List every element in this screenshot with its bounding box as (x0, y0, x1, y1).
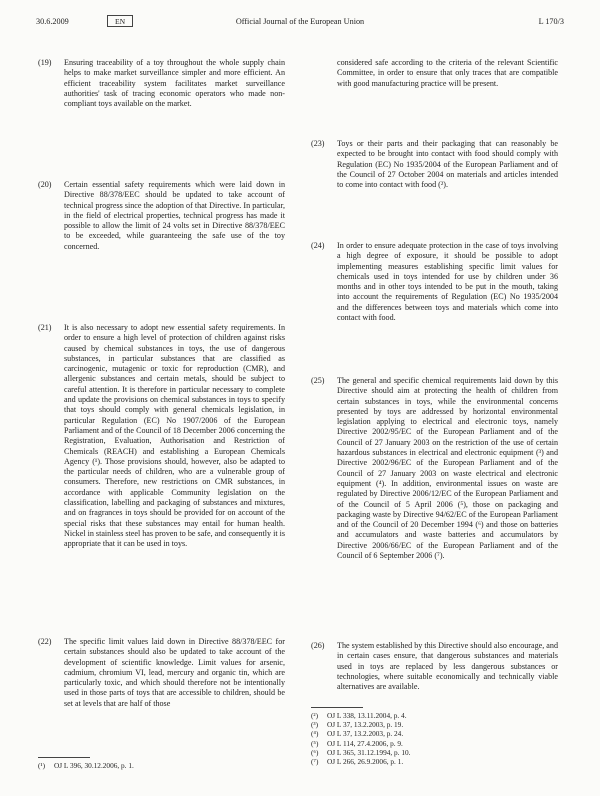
recital-number: (20) (38, 180, 52, 189)
right-column (311, 58, 558, 89)
recital-text: The system established by this Directive should also encourage, and in certain cases ensure, that dangerous substances and materials used in toys are replaced by less dangerous substances or technologies, where suitable economically and technically viable alternatives are available. (337, 641, 558, 692)
footnote-mark: (⁴) (311, 729, 319, 739)
recital-number: (25) (311, 376, 325, 385)
recital-text: In order to ensure adequate protection in the case of toys involving a high degree of exposure, it should be possible to adopt implementing measures establishing specific limit values for chemicals used in toys intended for use by children under 36 months and in other toys intended to be put in the mouth, taking into account the requirements of Regulation (EC) No 1935/2004 and the differences between toys and materials which come into contact with food. (337, 241, 558, 323)
recital-25 (311, 376, 558, 561)
recital-22 (38, 637, 285, 709)
recital-text: It is also necessary to adopt new essential safety requirements. In order to ensure a high level of protection of children against risks caused by chemical substances in toys, the use of dangerous substances, in particular substances that are classified as carcinogenic, mutagenic or toxic for reproduction (CMR), and allergenic substances and certain metals, should be subject to careful attention. It is therefore in particular necessary to complete and update the provisions on chemical substances in toys to specify that toys should comply with general chemicals legislation, in particular Regulation (EC) No 1907/2006 of the European Parliament and of the Council of 18 December 2006 concerning the Registration, Evaluation, Authorisation and Restriction of Chemicals (REACH) and establishing a European Chemicals Agency (¹). Those provisions should, however, also be adapted to the particular needs of children, who are a vulnerable group of consumers. Therefore, new restrictions on CMR substances, in accordance with applicable Community legislation on the classification, labelling and packaging of substances and mixtures, and on fragrances in toys should be provided for on account of the special risks that these substances may entail for human health. Nickel in stainless steel has proven to be safe, and consequently it is appropriate that it can be used in toys. (64, 323, 285, 549)
right-column-block (311, 641, 558, 692)
recital-number: (19) (38, 58, 52, 67)
journal-title: Official Journal of the European Union (235, 17, 365, 26)
footnote-mark: (²) (311, 711, 319, 720)
recital-text: The specific limit values laid down in Directive 88/378/EEC for certain substances should also be updated to take account of the development of scientific knowledge. Limit values for arsenic, cadmium, chromium VI, lead, mercury and organic tin, which are particularly toxic, and which should therefore not be intentionally used in those parts of toys that are accessible to children, should be set at levels that are half of those (64, 637, 285, 708)
footnote-text: OJ L 396, 30.12.2006, p. 1. (54, 761, 134, 770)
left-column-block (38, 180, 285, 252)
recital-number: (21) (38, 323, 52, 332)
language-badge: EN (107, 15, 133, 27)
recital-23 (311, 139, 558, 190)
right-column-block (311, 376, 558, 561)
footnote-divider (38, 757, 90, 758)
recital-text: The general and specific chemical requirements laid down by this Directive should aim at protecting the health of children from certain substances in toys, while the environmental concerns presented by toys are addressed by horizontal environmental legislation applying to electrical and electronic toys, namely Directive 2002/95/EC of the European Parliament and of the Council of 27 January 2003 on the restriction of the use of certain hazardous substances in electrical and electronic equipment (³) and Directive 2002/96/EC of the European Parliament and of the Council of 27 January 2003 on waste electrical and electronic equipment (⁴). In addition, environmental issues on waste are regulated by Directive 2006/12/EC of the European Parliament and of the Council of 5 April 2006 (⁵), those on packaging and packaging waste by Directive 94/62/EC of the European Parliament and of the Council of 20 December 1994 (⁶) and those on batteries and accumulators and waste batteries and accumulators by Directive 2006/66/EC of the European Parliament and of the Council of 6 September 2006 (⁷). (337, 376, 558, 561)
recital-number: (24) (311, 241, 325, 250)
header-date: 30.6.2009 (36, 17, 69, 26)
footnote (311, 748, 558, 757)
footnote-mark: (⁶) (311, 747, 319, 757)
footnote (311, 711, 558, 720)
recital-text: Toys or their parts and their packaging that can reasonably be expected to be brought into contact with food should comply with Regulation (EC) No 1935/2004 of the European Parliament and of the Council of 27 October 2004 on materials and articles intended to come into contact with food (²). (337, 139, 558, 190)
recital-21 (38, 323, 285, 550)
footnote-divider (311, 707, 363, 708)
footnote-mark: (⁵) (311, 738, 319, 748)
recital-number: (26) (311, 641, 325, 650)
footnotes-right (311, 707, 558, 766)
left-column-block (38, 323, 285, 550)
footnote-mark: (³) (311, 720, 319, 730)
footnotes-left (38, 757, 285, 770)
footnote (311, 739, 558, 748)
footnote (311, 729, 558, 738)
footnote-text: OJ L 114, 27.4.2006, p. 9. (327, 738, 403, 748)
right-column-block (311, 241, 558, 323)
footnote-text: OJ L 365, 31.12.1994, p. 10. (327, 747, 411, 757)
footnote (311, 757, 558, 766)
recital-number: (22) (38, 637, 52, 646)
footnote-text: OJ L 37, 13.2.2003, p. 24. (327, 729, 404, 739)
footnote-text: OJ L 37, 13.2.2003, p. 19. (327, 720, 404, 730)
left-column (38, 58, 285, 109)
recital-22-continued: considered safe according to the criteria of the relevant Scientific Committee, in order to ensure that only traces that are compatible with good manufacturing practice will be present. (337, 58, 558, 88)
footnote-text: OJ L 266, 26.9.2006, p. 1. (327, 757, 404, 767)
footnote-mark: (¹) (38, 761, 46, 770)
footnote (311, 720, 558, 729)
recital-text: Ensuring traceability of a toy throughout the whole supply chain helps to make market surveillance simpler and more efficient. An efficient traceability system facilitates market surveillance authorities' task of tracing economic operators who made non-compliant toys available on the market. (64, 58, 285, 109)
footnote-mark: (⁷) (311, 757, 319, 767)
recital-24 (311, 241, 558, 323)
recital-20 (38, 180, 285, 252)
recital-26 (311, 641, 558, 692)
page-number: L 170/3 (538, 17, 564, 26)
recital-19 (38, 58, 285, 109)
recital-text: Certain essential safety requirements which were laid down in Directive 88/378/EEC should be updated to take account of technical progress since the adoption of that Directive. In particular, in the field of electrical properties, technical progress has made it possible to allow the limit of 24 volts set in Directive 88/378/EEC to be exceeded, while guaranteeing the safe use of the toy concerned. (64, 180, 285, 251)
footnote (38, 761, 285, 770)
right-column-block (311, 139, 558, 190)
left-column-block (38, 637, 285, 709)
page-header (36, 15, 564, 29)
recital-number: (23) (311, 139, 325, 148)
footnote-text: OJ L 338, 13.11.2004, p. 4. (327, 711, 407, 720)
